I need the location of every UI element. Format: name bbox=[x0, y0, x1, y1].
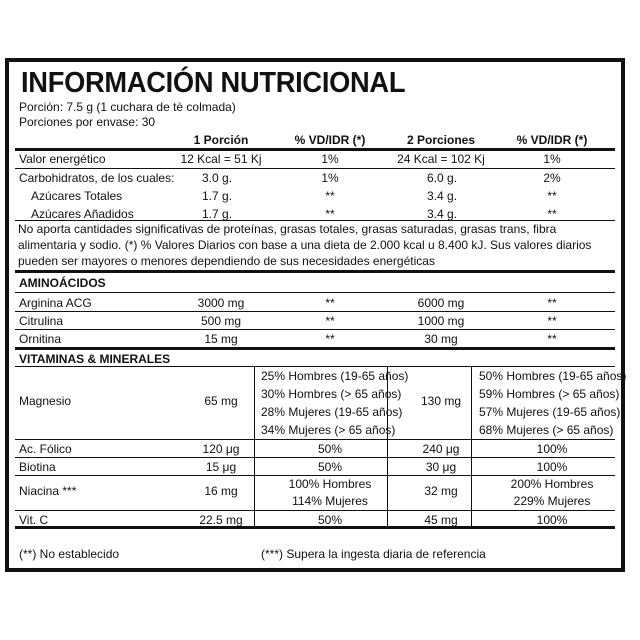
percent-1: 50% bbox=[317, 460, 343, 474]
percent-1: ** bbox=[325, 207, 335, 221]
header-1-portion: 1 Porción bbox=[193, 133, 249, 147]
value-1: 16 mg bbox=[204, 484, 238, 498]
percent-2: ** bbox=[547, 207, 557, 221]
header-2-vd: % VD/IDR (*) bbox=[516, 133, 588, 147]
panel-title: INFORMACIÓN NUTRICIONAL bbox=[21, 67, 406, 99]
value-1: 500 mg bbox=[200, 314, 242, 328]
value-2: 1000 mg bbox=[417, 314, 465, 328]
divider bbox=[15, 475, 615, 476]
percent-2: 100% bbox=[536, 513, 568, 527]
row-label: Niacina *** bbox=[19, 484, 77, 498]
column-separator bbox=[471, 366, 472, 526]
divider bbox=[15, 292, 615, 293]
footnote-exceeds-intake: (***) Supera la ingesta diaria de referencia bbox=[261, 547, 486, 561]
row-label: Biotina bbox=[19, 460, 56, 474]
value-2: 3.4 g. bbox=[427, 207, 458, 221]
column-separator bbox=[254, 366, 255, 526]
divider bbox=[15, 270, 615, 273]
percent-2-line: 68% Mujeres (> 65 años) bbox=[479, 423, 614, 437]
percent-2: 1% bbox=[543, 152, 561, 166]
value-2: 6.0 g. bbox=[427, 171, 458, 185]
value-2: 45 mg bbox=[424, 513, 458, 527]
row-label: Valor energético bbox=[19, 152, 106, 166]
percent-1-line: 25% Hombres (19-65 años) bbox=[261, 369, 409, 383]
divider bbox=[15, 439, 615, 440]
value-2: 30 mg bbox=[424, 332, 458, 346]
divider bbox=[15, 311, 615, 312]
value-1: 3.0 g. bbox=[202, 171, 233, 185]
value-1: 65 mg bbox=[204, 394, 238, 408]
portion-text: Porción: 7.5 g (1 cuchara de tè colmada) bbox=[19, 100, 236, 114]
header-1-vd: % VD/IDR (*) bbox=[294, 133, 366, 147]
value-2: 30 μg bbox=[425, 460, 457, 474]
percent-1-line: 30% Hombres (> 65 años) bbox=[261, 387, 402, 401]
disclaimer-note: No aporta cantidades significativas de proteínas, grasas totales, grasas saturadas, grasas trans, fibra alimentaria y sodio. (*) % Valores Diarios con base a una dieta de 2.000 kcal u 8.400 kJ. Sus valores diarios pueden ser mayores o menores dependiendo de sus necesidades energéticas bbox=[18, 222, 592, 268]
value-1: 22.5 mg bbox=[199, 513, 243, 527]
value-1: 1.7 g. bbox=[202, 189, 233, 203]
percent-2-line: 57% Mujeres (19-65 años) bbox=[479, 405, 621, 419]
percent-2-line: 50% Hombres (19-65 años) bbox=[479, 369, 627, 383]
percent-2: ** bbox=[547, 332, 557, 346]
percent-1-line: 34% Mujeres (> 65 años) bbox=[261, 423, 396, 437]
percent-2: 100% bbox=[536, 460, 568, 474]
footnote-not-established: (**) No establecido bbox=[19, 547, 120, 561]
percent-2: ** bbox=[547, 189, 557, 203]
divider bbox=[15, 366, 615, 367]
percent-2: ** bbox=[547, 296, 557, 310]
divider bbox=[15, 510, 615, 511]
row-label: Ac. Fólico bbox=[19, 442, 72, 456]
percent-1: ** bbox=[325, 189, 335, 203]
divider bbox=[15, 347, 615, 350]
percent-2: 100% bbox=[536, 442, 568, 456]
percent-1-line: 28% Mujeres (19-65 años) bbox=[261, 405, 403, 419]
row-label: Ornitina bbox=[19, 332, 62, 346]
row-label: Azúcares Añadidos bbox=[31, 207, 134, 221]
nutrition-facts-panel bbox=[5, 58, 625, 572]
percent-2-line: 229% Mujeres bbox=[513, 494, 591, 508]
column-separator bbox=[387, 366, 388, 526]
row-label: Vit. C bbox=[19, 513, 49, 527]
servings-text: Porciones por envase: 30 bbox=[19, 115, 156, 129]
row-label: Magnesio bbox=[19, 394, 72, 408]
percent-1-line: 100% Hombres bbox=[288, 477, 372, 491]
row-label: Citrulina bbox=[19, 314, 64, 328]
value-1: 15 mg bbox=[204, 332, 238, 346]
divider bbox=[15, 168, 615, 169]
value-1: 15 μg bbox=[205, 460, 237, 474]
value-2: 3.4 g. bbox=[427, 189, 458, 203]
divider bbox=[15, 457, 615, 458]
value-1: 3000 mg bbox=[197, 296, 245, 310]
divider bbox=[15, 526, 615, 529]
divider bbox=[15, 329, 615, 330]
row-label: Arginina ACG bbox=[19, 296, 92, 310]
percent-1: 50% bbox=[317, 513, 343, 527]
section-title-amino: AMINOÁCIDOS bbox=[19, 276, 106, 290]
value-2: 24 Kcal = 102 Kj bbox=[397, 152, 485, 166]
row-label: Azúcares Totales bbox=[31, 189, 123, 203]
value-2: 130 mg bbox=[420, 394, 462, 408]
percent-1: ** bbox=[325, 332, 335, 346]
percent-2: ** bbox=[547, 314, 557, 328]
percent-2-line: 200% Hombres bbox=[510, 477, 594, 491]
percent-1-line: 114% Mujeres bbox=[292, 494, 368, 508]
value-1: 1.7 g. bbox=[202, 207, 233, 221]
value-1: 120 μg bbox=[202, 442, 240, 456]
divider bbox=[15, 148, 615, 151]
percent-1: ** bbox=[325, 314, 335, 328]
row-label: Carbohidratos, de los cuales: bbox=[19, 171, 175, 185]
percent-2-line: 59% Hombres (> 65 años) bbox=[479, 387, 620, 401]
value-2: 6000 mg bbox=[417, 296, 465, 310]
value-2: 32 mg bbox=[424, 484, 458, 498]
value-2: 240 μg bbox=[422, 442, 460, 456]
percent-1: 50% bbox=[317, 442, 343, 456]
percent-2: 2% bbox=[543, 171, 561, 185]
section-title-vitamins: VITAMINAS & MINERALES bbox=[19, 352, 171, 366]
percent-1: 1% bbox=[321, 171, 339, 185]
value-1: 12 Kcal = 51 Kj bbox=[180, 152, 262, 166]
header-2-portions: 2 Porciones bbox=[406, 133, 476, 147]
percent-1: ** bbox=[325, 296, 335, 310]
percent-1: 1% bbox=[321, 152, 339, 166]
